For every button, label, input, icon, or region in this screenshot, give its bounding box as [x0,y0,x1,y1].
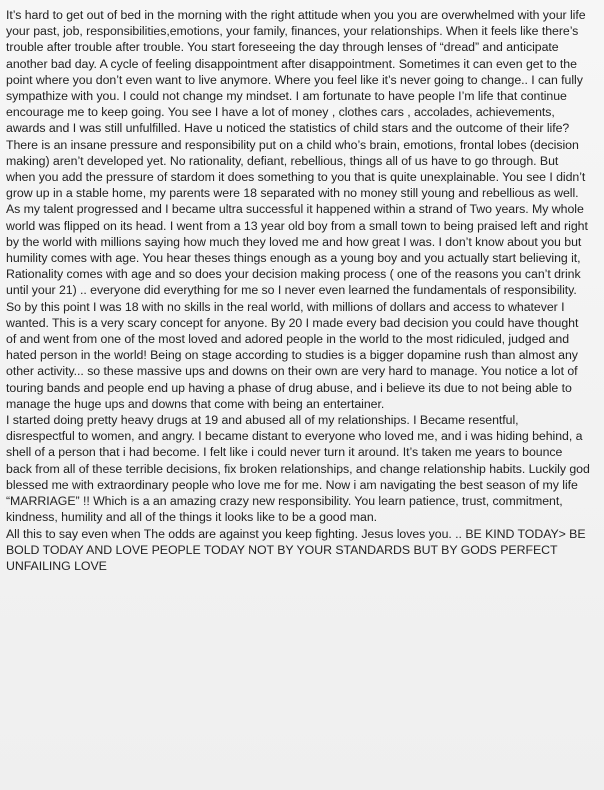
paragraph-early-life: It’s hard to get out of bed in the morning with the right attitude when you you are overwhelmed with your life your past, job, responsibilities,emotions, your family, finances, your relationships. When it feels like there’s trouble after trouble after trouble. You start foreseeing the day through lenses of “dread” and anticipate another bad day. A cycle of feeling disappointment after disappointment. Sometimes it can even get to the point where you don’t even want to live anymore. Where you feel like it’s never going to change.. I can fully sympathize with you. I could not change my mindset. I am fortunate to have people I’m life that continue encourage me to keep going. You see I have a lot of money , clothes cars , accolades, achievements, awards and I was still unfulfilled. Have u noticed the statistics of child stars and the outcome of their life? There is an insane pressure and responsibility put on a child who’s brain, emotions, frontal lobes (decision making) aren’t developed yet. No rationality, defiant, rebellious, things all of us have to go through. But when you add the pressure of stardom it does something to you that is quite unexplainable. You see I didn’t grow up in a stable home, my parents were 18 separated with no money still young and rebellious as well. As my talent progressed and I became ultra successful it happened within a strand of Two years. My whole world was flipped on its head. I went from a 13 year old boy from a small town to being praised left and right by the world with millions saying how much they loved me and how great I was. I don’t know about you but humility comes with age. You hear theses things enough as a young boy and you actually start believing it, Rationality comes with age and so does your decision making process ( one of the reasons you can’t drink until your 21) .. everyone did everything for me so I never even learned the fundamentals of responsibility. So by this point I was 18 with no skills in the real world, with millions of dollars and access to whatever I wanted. This is a very scary concept for anyone. By 20 I made every bad decision you could have thought of and went from one of the most loved and adored people in the world to the most ridiculed, judged and hated person in the world! Being on stage according to studies is a bigger dopamine rush than almost any other activity... so these massive ups and downs on their own are very hard to manage. You notice a lot of touring bands and people end up having a phase of drug abuse, and i believe its due to not being able to manage the huge ups and downs that come with being an entertainer. [6,8,588,411]
paragraph-drugs-and-recovery: I started doing pretty heavy drugs at 19 and abused all of my relationships. I Became resentful, disrespectful to women, and angry. I became distant to everyone who loved me, and i was hiding behind, a shell of a person that i had become. I felt like i could never turn it around. It’s taken me years to bounce back from all of these terrible decisions, fix broken relationships, and change relationship habits. Luckily god blessed me with extraordinary people who love me for me. Now i am navigating the best season of my life “MARRIAGE” !! Which is a an amazing crazy new responsibility. You learn patience, trust, commitment, kindness, humility and all of the things it looks like to be a good man. [6,413,590,525]
paragraph-closing-message: All this to say even when The odds are against you keep fighting. Jesus loves you. .. BE KIND TODAY> BE BOLD TODAY AND LOVE PEOPLE TODAY NOT BY YOUR STANDARDS BUT BY GODS PERFECT UNFAILING LOVE [6,526,586,573]
